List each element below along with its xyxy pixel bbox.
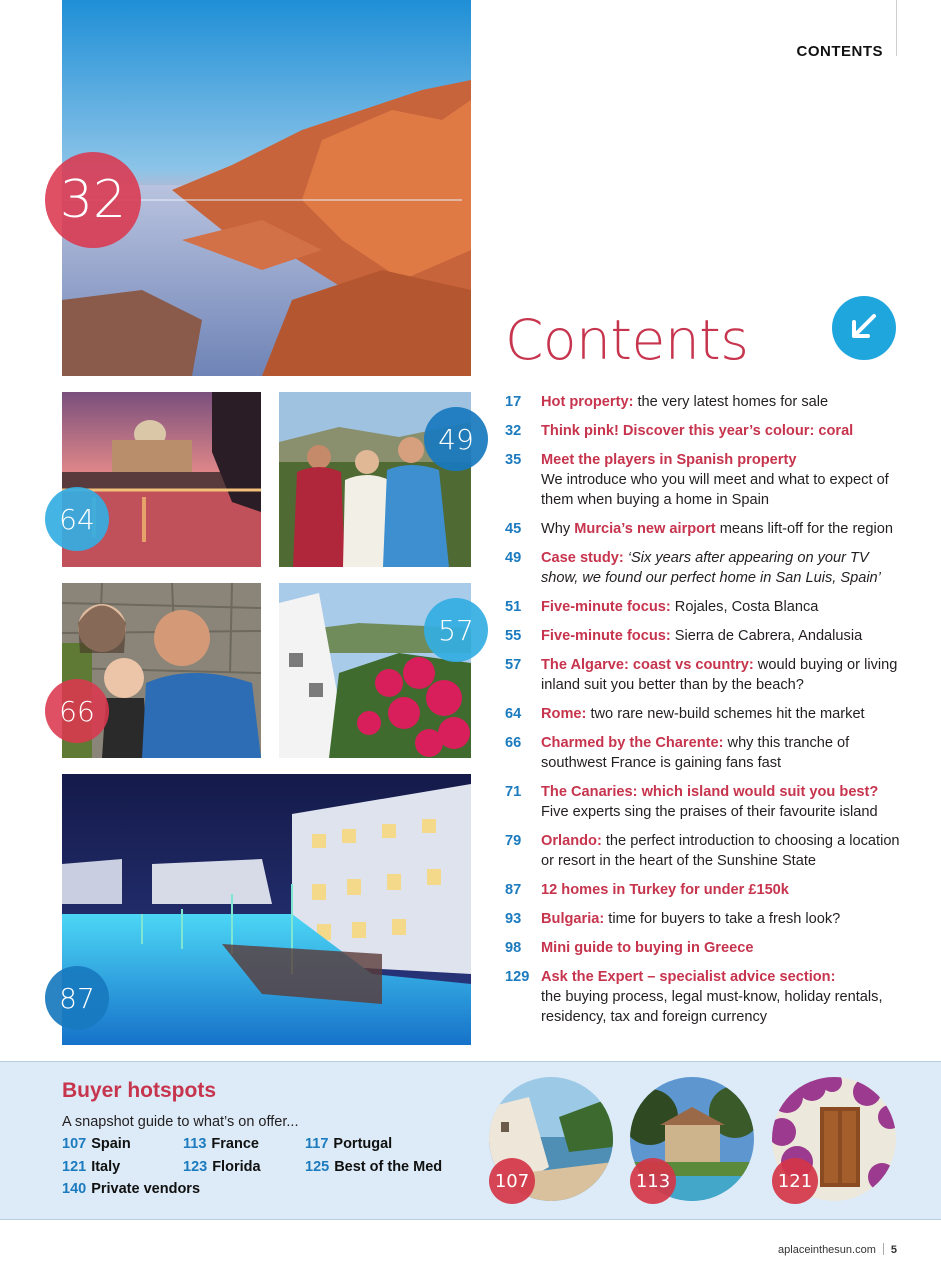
toc-list [505,392,905,1036]
toc-entry[interactable]: 93 Bulgaria: time for buyers to take a fresh look? [505,911,841,927]
section-label: CONTENTS [796,43,883,60]
toc-entry[interactable]: 98 Mini guide to buying in Greece [505,940,754,956]
page-badge-57[interactable]: 57 [424,598,488,662]
toc-entry[interactable]: 71 The Canaries: which island would suit you best? Five experts sing the praises of their favourite island [505,784,879,820]
buyer-hotspots-panel [0,1061,941,1220]
toc-entry[interactable]: 49 Case study: ‘Six years after appearing on your TV show, we found our perfect home in San Luis, Spain’ [505,550,881,586]
page-badge-66[interactable]: 66 [45,679,109,743]
arrow-down-left-icon [832,296,896,360]
footer-divider [883,1243,884,1255]
toc-entry[interactable]: 64 Rome: two rare new-build schemes hit the market [505,706,865,722]
hotspot-link-spain[interactable]: 107 Spain [62,1136,131,1152]
hotspot-link-private-vendors[interactable]: 140 Private vendors [62,1181,201,1197]
hotspot-link-florida[interactable]: 123 Florida [183,1159,261,1175]
hotspots-subtitle: A snapshot guide to what’s on offer... [62,1114,299,1130]
hotspot-badge-113[interactable]: 113 [630,1158,676,1204]
page-number: 5 [890,1244,897,1256]
page-title: Contents [505,308,749,372]
toc-entry[interactable]: 51 Five-minute focus: Rojales, Costa Blanca [505,599,819,615]
page-badge-32[interactable]: 32 [45,152,141,248]
hotspot-badge-121[interactable]: 121 [772,1158,818,1204]
toc-entry[interactable]: 55 Five-minute focus: Sierra de Cabrera, Andalusia [505,628,863,644]
toc-entry[interactable]: 79 Orlando: the perfect introduction to choosing a location or resort in the heart of the Sunshine State [505,833,900,869]
hotspots-title: Buyer hotspots [62,1079,217,1102]
toc-entry[interactable]: 35 Meet the players in Spanish property We introduce who you will meet and what to expect of them when buying a home in Spain [505,452,889,508]
page-badge-87[interactable]: 87 [45,966,109,1030]
toc-entry[interactable]: 45 Why Murcia’s new airport means lift-off for the region [505,521,894,537]
page-badge-49[interactable]: 49 [424,407,488,471]
site-url[interactable]: aplaceinthesun.com [778,1244,876,1256]
page-badge-64[interactable]: 64 [45,487,109,551]
toc-entry[interactable]: 57 The Algarve: coast vs country: would buying or living inland suit you better than by the beach? [505,657,898,693]
toc-entry[interactable]: 17 Hot property: the very latest homes for sale [505,394,829,410]
hotspot-badge-107[interactable]: 107 [489,1158,535,1204]
page-footer [778,1243,897,1256]
toc-entry[interactable]: 129 Ask the Expert – specialist advice section: the buying process, legal must-know, holiday rentals, residency, tax and foreign currency [505,969,883,1025]
toc-entry[interactable]: 87 12 homes in Turkey for under £150k [505,882,789,898]
toc-entry[interactable]: 32 Think pink! Discover this year’s colour: coral [505,423,854,439]
hotspot-link-france[interactable]: 113 France [183,1136,259,1152]
photo-turkey-pool [62,774,471,1045]
hotspot-link-italy[interactable]: 121 Italy [62,1159,121,1175]
toc-entry[interactable]: 66 Charmed by the Charente: why this tranche of southwest France is gaining fans fast [505,735,850,771]
hotspot-link-portugal[interactable]: 117 Portugal [305,1136,393,1152]
hotspot-link-best-of-med[interactable]: 125 Best of the Med [305,1159,443,1175]
header-rule [896,0,897,56]
